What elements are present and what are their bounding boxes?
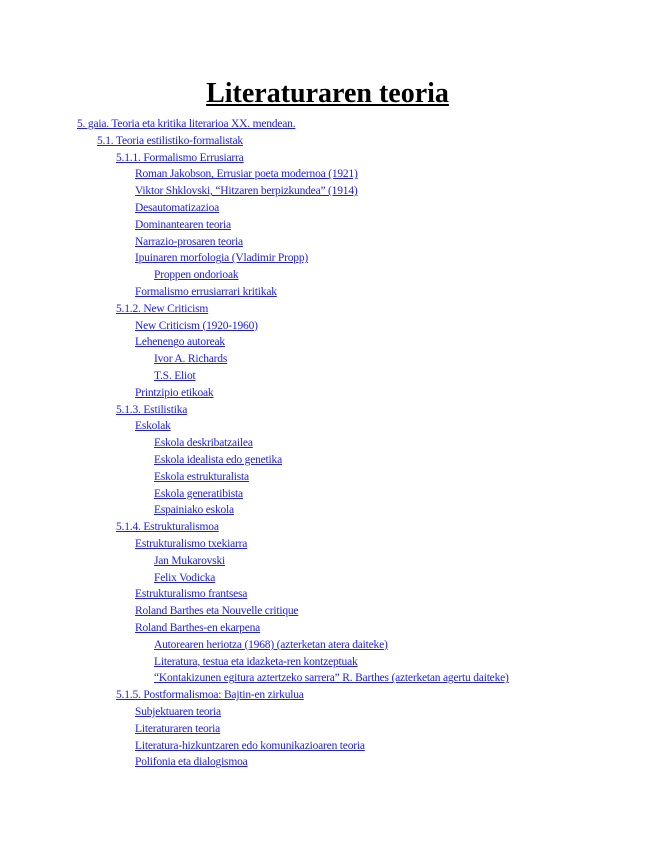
- toc-link[interactable]: Narrazio-prosaren teoria: [135, 235, 243, 248]
- toc-link[interactable]: Formalismo errusiarrari kritikak: [135, 286, 277, 298]
- toc-link[interactable]: Polifonia eta dialogismoa: [135, 756, 248, 769]
- toc-link[interactable]: Eskola generatibista: [154, 487, 243, 500]
- toc-link[interactable]: 5.1.1. Formalismo Errusiarra: [116, 151, 244, 164]
- toc-link[interactable]: Lehenengo autoreak: [135, 336, 225, 349]
- toc-link[interactable]: Estrukturalismo frantsesa: [135, 588, 248, 601]
- toc-link[interactable]: 5.1.5. Postformalismoa: Bajtin-en zirkulua: [116, 689, 304, 702]
- toc-link[interactable]: 5.1.4. Estrukturalismoa: [116, 521, 219, 534]
- toc-link[interactable]: Espainiako eskola: [154, 504, 234, 517]
- toc-link[interactable]: 5.1. Teoria estilistiko-formalistak: [97, 134, 243, 147]
- toc-link[interactable]: Eskolak: [135, 420, 171, 433]
- toc-link[interactable]: Eskola estrukturalista: [154, 470, 249, 483]
- toc-link[interactable]: Eskola deskribatzailea: [154, 437, 253, 450]
- toc-link[interactable]: 5. gaia. Teoria eta kritika literarioa XX. mendean.: [77, 118, 296, 130]
- toc-link[interactable]: Ivor A. Richards: [154, 353, 228, 366]
- toc-link[interactable]: New Criticism (1920-1960): [135, 319, 258, 332]
- toc-link[interactable]: Estrukturalismo txekiarra: [135, 538, 248, 550]
- toc-link[interactable]: Ipuinaren morfologia (Vladimir Propp): [135, 252, 309, 265]
- toc-link[interactable]: “Kontakizunen egitura aztertzeko sarrera” R. Barthes (azterketan agertu daiteke): [154, 672, 509, 685]
- toc-link[interactable]: T.S. Eliot: [154, 370, 196, 382]
- toc-link[interactable]: Desautomatizazioa: [135, 202, 220, 214]
- document-title: Literaturaren teoria: [206, 78, 449, 109]
- toc-link[interactable]: Roland Barthes-en ekarpena: [135, 622, 261, 634]
- toc-link[interactable]: 5.1.3. Estilistika: [116, 403, 188, 416]
- toc-link[interactable]: 5.1.2. New Criticism: [116, 302, 209, 315]
- toc-link[interactable]: Roman Jakobson, Errusiar poeta modernoa (1921): [135, 168, 358, 181]
- toc-link[interactable]: Literaturaren teoria: [135, 722, 221, 735]
- toc-link[interactable]: Subjektuaren teoria: [135, 706, 221, 718]
- toc-link[interactable]: Printzipio etikoak: [135, 386, 214, 399]
- toc-link[interactable]: Jan Mukarovski: [154, 554, 225, 567]
- toc-link[interactable]: Dominantearen teoria: [135, 218, 231, 231]
- toc-link[interactable]: Viktor Shklovski, “Hitzaren berpizkundea” (1914): [135, 185, 358, 198]
- toc-link[interactable]: Autorearen heriotza (1968) (azterketan atera daiteke): [154, 638, 388, 651]
- toc-link[interactable]: Eskola idealista edo genetika: [154, 454, 282, 466]
- toc-link[interactable]: Proppen ondorioak: [154, 269, 239, 282]
- toc-link[interactable]: Roland Barthes eta Nouvelle critique: [135, 605, 299, 618]
- toc-link[interactable]: Felix Vodicka: [154, 571, 216, 584]
- toc-link[interactable]: Literatura-hizkuntzaren edo komunikazioaren teoria: [135, 739, 365, 752]
- toc-link[interactable]: Literatura, testua eta idazketa-ren kontzeptuak: [154, 655, 358, 668]
